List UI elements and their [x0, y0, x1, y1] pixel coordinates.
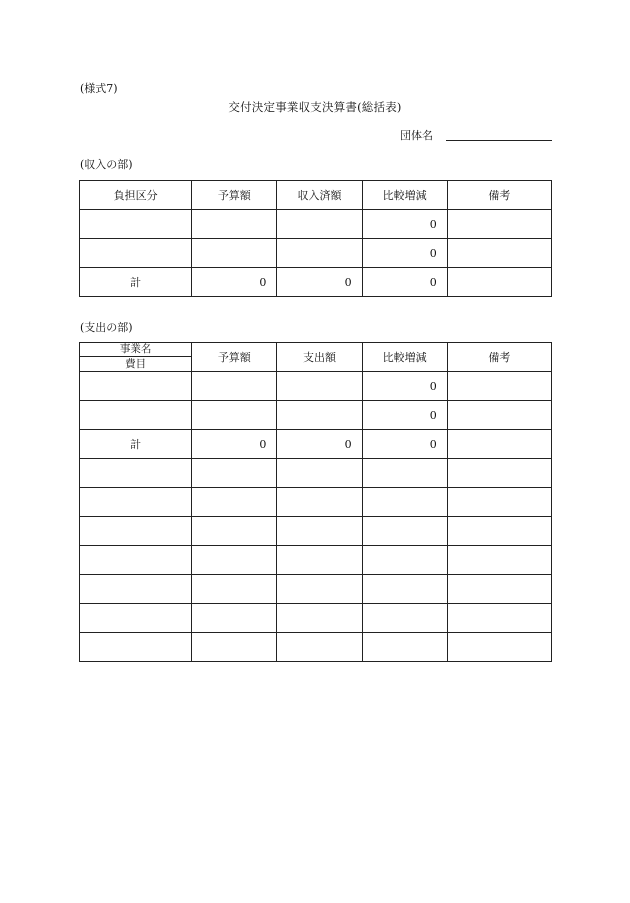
table-cell[interactable]: 0 [362, 210, 447, 239]
expense-rows [80, 372, 552, 662]
table-cell[interactable] [447, 546, 551, 575]
table-cell[interactable] [447, 604, 551, 633]
table-row [80, 517, 552, 546]
form-number: (様式7) [80, 82, 118, 95]
table-cell[interactable]: 0 [362, 401, 447, 430]
table-cell: 計 [80, 430, 192, 459]
table-cell[interactable] [192, 372, 277, 401]
table-cell[interactable] [80, 401, 192, 430]
table-cell[interactable] [192, 546, 277, 575]
table-cell[interactable] [80, 575, 192, 604]
table-cell[interactable] [192, 401, 277, 430]
expense-item-header: 費目 [125, 358, 147, 370]
expense-header-row [80, 343, 552, 372]
table-cell[interactable] [80, 517, 192, 546]
table-cell[interactable] [362, 488, 447, 517]
column-header: 負担区分 [80, 181, 192, 210]
table-cell[interactable] [192, 239, 277, 268]
column-header: 収入済額 [277, 181, 362, 210]
column-header: 予算額 [192, 343, 277, 372]
table-cell[interactable] [447, 459, 551, 488]
table-row [80, 239, 552, 268]
organization-label: 団体名 [400, 129, 433, 142]
table-cell[interactable]: 0 [277, 268, 362, 297]
table-cell[interactable] [277, 488, 362, 517]
table-cell[interactable] [362, 633, 447, 662]
table-cell[interactable] [277, 239, 362, 268]
table-cell[interactable] [192, 210, 277, 239]
table-cell[interactable] [447, 575, 551, 604]
table-cell[interactable] [192, 517, 277, 546]
total-row [80, 268, 552, 297]
table-cell[interactable] [277, 517, 362, 546]
table-cell[interactable] [447, 239, 551, 268]
table-cell[interactable] [80, 459, 192, 488]
column-header: 予算額 [192, 181, 277, 210]
table-row [80, 372, 552, 401]
table-cell[interactable] [447, 210, 551, 239]
project-name-header: 事業名 [80, 343, 191, 357]
table-cell[interactable]: 0 [192, 430, 277, 459]
column-header: 比較増減 [362, 343, 447, 372]
table-cell[interactable] [447, 517, 551, 546]
table-row [80, 488, 552, 517]
table-cell: 計 [80, 268, 192, 297]
table-cell[interactable]: 0 [362, 239, 447, 268]
table-cell[interactable] [277, 459, 362, 488]
table-cell[interactable] [362, 459, 447, 488]
table-cell[interactable] [277, 546, 362, 575]
income-table [79, 180, 552, 297]
table-cell[interactable] [362, 575, 447, 604]
table-cell[interactable]: 0 [362, 372, 447, 401]
table-cell[interactable] [447, 401, 551, 430]
split-column-header [80, 343, 192, 372]
table-cell[interactable] [277, 604, 362, 633]
organization-name-field[interactable] [446, 140, 552, 141]
table-cell[interactable]: 0 [362, 430, 447, 459]
table-cell[interactable] [192, 488, 277, 517]
table-cell[interactable]: 0 [277, 430, 362, 459]
table-row [80, 633, 552, 662]
column-header: 備考 [447, 181, 551, 210]
table-row [80, 604, 552, 633]
table-cell[interactable] [362, 517, 447, 546]
column-header: 備考 [447, 343, 551, 372]
total-row [80, 430, 552, 459]
table-cell[interactable] [277, 633, 362, 662]
table-row [80, 546, 552, 575]
table-cell[interactable] [80, 372, 192, 401]
table-cell[interactable] [277, 575, 362, 604]
table-row [80, 210, 552, 239]
income-section-title: (収入の部) [80, 158, 133, 171]
table-cell[interactable] [277, 210, 362, 239]
table-cell[interactable] [80, 633, 192, 662]
table-cell[interactable] [447, 488, 551, 517]
table-cell[interactable]: 0 [192, 268, 277, 297]
table-cell[interactable] [192, 633, 277, 662]
column-header: 比較増減 [362, 181, 447, 210]
table-cell[interactable] [447, 633, 551, 662]
table-cell[interactable] [80, 546, 192, 575]
table-cell[interactable] [80, 210, 192, 239]
table-cell[interactable] [362, 604, 447, 633]
table-row [80, 401, 552, 430]
table-cell[interactable] [192, 604, 277, 633]
income-header-row [80, 181, 552, 210]
table-cell[interactable] [80, 604, 192, 633]
expense-table [79, 342, 552, 662]
table-cell[interactable] [192, 459, 277, 488]
table-cell[interactable] [277, 372, 362, 401]
table-row [80, 575, 552, 604]
table-cell[interactable] [192, 575, 277, 604]
expense-section-title: (支出の部) [80, 321, 133, 334]
column-header: 支出額 [277, 343, 362, 372]
table-cell[interactable] [447, 372, 551, 401]
table-cell[interactable] [447, 268, 551, 297]
table-cell[interactable]: 0 [362, 268, 447, 297]
table-cell[interactable] [362, 546, 447, 575]
table-cell[interactable] [80, 488, 192, 517]
table-cell[interactable] [447, 430, 551, 459]
table-cell[interactable] [80, 239, 192, 268]
table-row [80, 459, 552, 488]
table-cell[interactable] [277, 401, 362, 430]
document-title: 交付決定事業収支決算書(総括表) [228, 100, 402, 114]
